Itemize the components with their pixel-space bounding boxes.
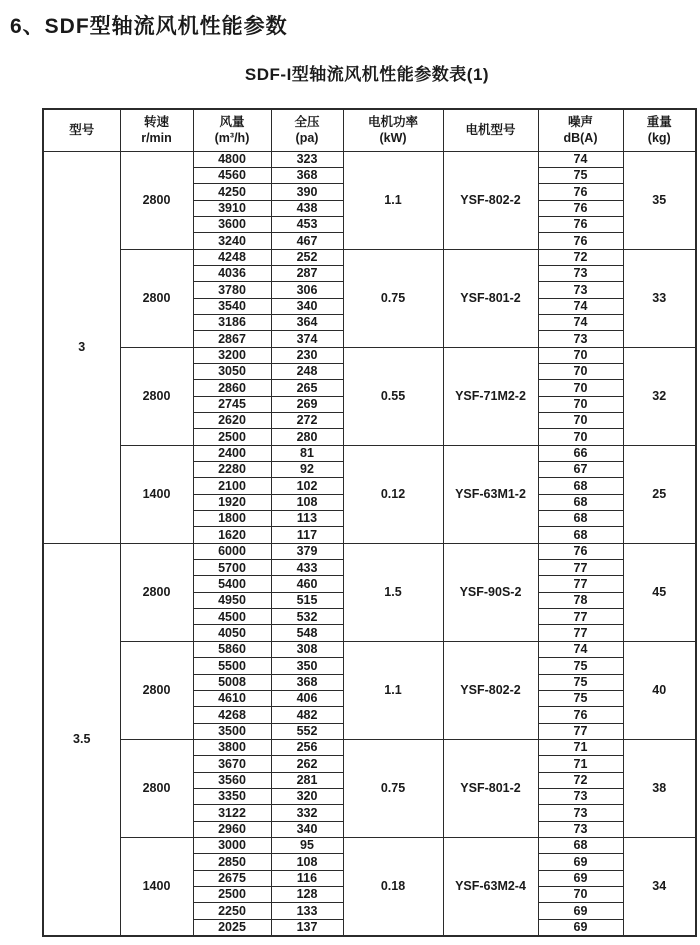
flow-cell: 4800 xyxy=(193,151,271,167)
weight-cell: 25 xyxy=(623,445,696,543)
pressure-cell: 379 xyxy=(271,543,343,559)
pressure-cell: 548 xyxy=(271,625,343,641)
weight-cell: 33 xyxy=(623,249,696,347)
pressure-cell: 95 xyxy=(271,837,343,853)
power-cell: 1.1 xyxy=(343,641,443,739)
power-cell: 0.55 xyxy=(343,347,443,445)
speed-cell: 2800 xyxy=(120,543,193,641)
noise-cell: 68 xyxy=(538,837,623,853)
noise-cell: 77 xyxy=(538,560,623,576)
motor-cell: YSF-801-2 xyxy=(443,739,538,837)
pressure-cell: 306 xyxy=(271,282,343,298)
noise-cell: 73 xyxy=(538,805,623,821)
table-row xyxy=(43,249,696,265)
flow-cell: 2250 xyxy=(193,903,271,919)
flow-cell: 3350 xyxy=(193,788,271,804)
flow-cell: 3540 xyxy=(193,298,271,314)
flow-cell: 2100 xyxy=(193,478,271,494)
pressure-cell: 368 xyxy=(271,674,343,690)
noise-cell: 76 xyxy=(538,184,623,200)
noise-cell: 71 xyxy=(538,739,623,755)
flow-cell: 2745 xyxy=(193,396,271,412)
noise-cell: 77 xyxy=(538,625,623,641)
flow-cell: 2500 xyxy=(193,429,271,445)
table-body xyxy=(43,151,696,936)
speed-cell: 1400 xyxy=(120,445,193,543)
pressure-cell: 340 xyxy=(271,298,343,314)
power-cell: 0.18 xyxy=(343,837,443,935)
flow-cell: 6000 xyxy=(193,543,271,559)
pressure-cell: 350 xyxy=(271,658,343,674)
flow-cell: 3240 xyxy=(193,233,271,249)
motor-cell: YSF-802-2 xyxy=(443,151,538,249)
flow-cell: 2500 xyxy=(193,886,271,902)
table-row xyxy=(43,641,696,657)
pressure-cell: 256 xyxy=(271,739,343,755)
col-header-power: 电机功率 (kW) xyxy=(343,109,443,151)
motor-cell: YSF-63M2-4 xyxy=(443,837,538,935)
flow-cell: 5400 xyxy=(193,576,271,592)
flow-cell: 3200 xyxy=(193,347,271,363)
pressure-cell: 340 xyxy=(271,821,343,837)
pressure-cell: 108 xyxy=(271,854,343,870)
noise-cell: 73 xyxy=(538,331,623,347)
model-cell: 3.5 xyxy=(43,543,120,935)
col-header-motor: 电机型号 xyxy=(443,109,538,151)
noise-cell: 73 xyxy=(538,788,623,804)
flow-cell: 1920 xyxy=(193,494,271,510)
table-row xyxy=(43,837,696,853)
noise-cell: 74 xyxy=(538,298,623,314)
pressure-cell: 287 xyxy=(271,265,343,281)
pressure-cell: 108 xyxy=(271,494,343,510)
noise-cell: 70 xyxy=(538,413,623,429)
col-header-speed: 转速 r/min xyxy=(120,109,193,151)
weight-cell: 34 xyxy=(623,837,696,935)
flow-cell: 4560 xyxy=(193,167,271,183)
noise-cell: 68 xyxy=(538,527,623,543)
flow-cell: 2675 xyxy=(193,870,271,886)
flow-cell: 3780 xyxy=(193,282,271,298)
power-cell: 1.5 xyxy=(343,543,443,641)
pressure-cell: 102 xyxy=(271,478,343,494)
flow-cell: 2867 xyxy=(193,331,271,347)
motor-cell: YSF-801-2 xyxy=(443,249,538,347)
flow-cell: 2400 xyxy=(193,445,271,461)
pressure-cell: 280 xyxy=(271,429,343,445)
speed-cell: 1400 xyxy=(120,837,193,935)
pressure-cell: 467 xyxy=(271,233,343,249)
pressure-cell: 323 xyxy=(271,151,343,167)
noise-cell: 75 xyxy=(538,690,623,706)
col-header-flow: 风量 (m³/h) xyxy=(193,109,271,151)
pressure-cell: 117 xyxy=(271,527,343,543)
flow-cell: 3600 xyxy=(193,216,271,232)
flow-cell: 5500 xyxy=(193,658,271,674)
noise-cell: 76 xyxy=(538,233,623,249)
noise-cell: 75 xyxy=(538,167,623,183)
noise-cell: 77 xyxy=(538,576,623,592)
flow-cell: 3186 xyxy=(193,314,271,330)
flow-cell: 3122 xyxy=(193,805,271,821)
pressure-cell: 81 xyxy=(271,445,343,461)
pressure-cell: 332 xyxy=(271,805,343,821)
power-cell: 0.75 xyxy=(343,249,443,347)
pressure-cell: 269 xyxy=(271,396,343,412)
speed-cell: 2800 xyxy=(120,641,193,739)
table-row xyxy=(43,445,696,461)
noise-cell: 74 xyxy=(538,151,623,167)
flow-cell: 2025 xyxy=(193,919,271,935)
noise-cell: 75 xyxy=(538,658,623,674)
noise-cell: 70 xyxy=(538,396,623,412)
pressure-cell: 433 xyxy=(271,560,343,576)
noise-cell: 71 xyxy=(538,756,623,772)
noise-cell: 78 xyxy=(538,592,623,608)
pressure-cell: 113 xyxy=(271,511,343,527)
flow-cell: 4050 xyxy=(193,625,271,641)
flow-cell: 3910 xyxy=(193,200,271,216)
flow-cell: 4500 xyxy=(193,609,271,625)
flow-cell: 4610 xyxy=(193,690,271,706)
pressure-cell: 272 xyxy=(271,413,343,429)
noise-cell: 70 xyxy=(538,429,623,445)
table-row xyxy=(43,151,696,167)
noise-cell: 76 xyxy=(538,200,623,216)
power-cell: 0.12 xyxy=(343,445,443,543)
flow-cell: 5008 xyxy=(193,674,271,690)
flow-cell: 3670 xyxy=(193,756,271,772)
noise-cell: 74 xyxy=(538,641,623,657)
noise-cell: 76 xyxy=(538,543,623,559)
flow-cell: 3800 xyxy=(193,739,271,755)
flow-cell: 5700 xyxy=(193,560,271,576)
pressure-cell: 460 xyxy=(271,576,343,592)
pressure-cell: 92 xyxy=(271,462,343,478)
weight-cell: 32 xyxy=(623,347,696,445)
speed-cell: 2800 xyxy=(120,249,193,347)
power-cell: 0.75 xyxy=(343,739,443,837)
flow-cell: 2620 xyxy=(193,413,271,429)
table-subtitle: SDF-I型轴流风机性能参数表(1) xyxy=(244,65,490,84)
pressure-cell: 248 xyxy=(271,363,343,379)
noise-cell: 69 xyxy=(538,903,623,919)
noise-cell: 70 xyxy=(538,886,623,902)
pressure-cell: 552 xyxy=(271,723,343,739)
flow-cell: 2860 xyxy=(193,380,271,396)
pressure-cell: 252 xyxy=(271,249,343,265)
pressure-cell: 116 xyxy=(271,870,343,886)
flow-cell: 1800 xyxy=(193,511,271,527)
noise-cell: 73 xyxy=(538,282,623,298)
noise-cell: 77 xyxy=(538,609,623,625)
performance-table xyxy=(42,108,697,937)
flow-cell: 4950 xyxy=(193,592,271,608)
flow-cell: 4036 xyxy=(193,265,271,281)
speed-cell: 2800 xyxy=(120,739,193,837)
power-cell: 1.1 xyxy=(343,151,443,249)
flow-cell: 3050 xyxy=(193,363,271,379)
pressure-cell: 368 xyxy=(271,167,343,183)
noise-cell: 68 xyxy=(538,494,623,510)
table-row xyxy=(43,739,696,755)
noise-cell: 68 xyxy=(538,478,623,494)
noise-cell: 74 xyxy=(538,314,623,330)
speed-cell: 2800 xyxy=(120,347,193,445)
noise-cell: 77 xyxy=(538,723,623,739)
noise-cell: 66 xyxy=(538,445,623,461)
flow-cell: 4250 xyxy=(193,184,271,200)
noise-cell: 75 xyxy=(538,674,623,690)
pressure-cell: 262 xyxy=(271,756,343,772)
pressure-cell: 438 xyxy=(271,200,343,216)
col-header-pressure: 全压 (pa) xyxy=(271,109,343,151)
pressure-cell: 308 xyxy=(271,641,343,657)
noise-cell: 72 xyxy=(538,772,623,788)
pressure-cell: 390 xyxy=(271,184,343,200)
noise-cell: 76 xyxy=(538,216,623,232)
pressure-cell: 265 xyxy=(271,380,343,396)
header-row xyxy=(43,109,696,151)
pressure-cell: 482 xyxy=(271,707,343,723)
flow-cell: 3500 xyxy=(193,723,271,739)
pressure-cell: 515 xyxy=(271,592,343,608)
motor-cell: YSF-71M2-2 xyxy=(443,347,538,445)
noise-cell: 73 xyxy=(538,821,623,837)
pressure-cell: 532 xyxy=(271,609,343,625)
noise-cell: 70 xyxy=(538,380,623,396)
table-row xyxy=(43,543,696,559)
noise-cell: 70 xyxy=(538,347,623,363)
flow-cell: 2850 xyxy=(193,854,271,870)
pressure-cell: 281 xyxy=(271,772,343,788)
pressure-cell: 137 xyxy=(271,919,343,935)
speed-cell: 2800 xyxy=(120,151,193,249)
motor-cell: YSF-63M1-2 xyxy=(443,445,538,543)
pressure-cell: 453 xyxy=(271,216,343,232)
pressure-cell: 230 xyxy=(271,347,343,363)
weight-cell: 45 xyxy=(623,543,696,641)
pressure-cell: 406 xyxy=(271,690,343,706)
motor-cell: YSF-90S-2 xyxy=(443,543,538,641)
noise-cell: 72 xyxy=(538,249,623,265)
noise-cell: 69 xyxy=(538,919,623,935)
col-header-model: 型号 xyxy=(43,109,120,151)
pressure-cell: 364 xyxy=(271,314,343,330)
table-row xyxy=(43,347,696,363)
flow-cell: 3000 xyxy=(193,837,271,853)
flow-cell: 2280 xyxy=(193,462,271,478)
noise-cell: 68 xyxy=(538,511,623,527)
flow-cell: 1620 xyxy=(193,527,271,543)
weight-cell: 35 xyxy=(623,151,696,249)
noise-cell: 73 xyxy=(538,265,623,281)
pressure-cell: 374 xyxy=(271,331,343,347)
flow-cell: 4248 xyxy=(193,249,271,265)
noise-cell: 69 xyxy=(538,854,623,870)
flow-cell: 4268 xyxy=(193,707,271,723)
flow-cell: 5860 xyxy=(193,641,271,657)
noise-cell: 69 xyxy=(538,870,623,886)
weight-cell: 40 xyxy=(623,641,696,739)
flow-cell: 2960 xyxy=(193,821,271,837)
flow-cell: 3560 xyxy=(193,772,271,788)
noise-cell: 67 xyxy=(538,462,623,478)
weight-cell: 38 xyxy=(623,739,696,837)
col-header-weight: 重量 (kg) xyxy=(623,109,696,151)
pressure-cell: 128 xyxy=(271,886,343,902)
model-cell: 3 xyxy=(43,151,120,543)
noise-cell: 70 xyxy=(538,363,623,379)
pressure-cell: 320 xyxy=(271,788,343,804)
col-header-noise: 噪声 dB(A) xyxy=(538,109,623,151)
pressure-cell: 133 xyxy=(271,903,343,919)
noise-cell: 76 xyxy=(538,707,623,723)
page-title: 6、SDF型轴流风机性能参数 xyxy=(10,15,288,38)
motor-cell: YSF-802-2 xyxy=(443,641,538,739)
